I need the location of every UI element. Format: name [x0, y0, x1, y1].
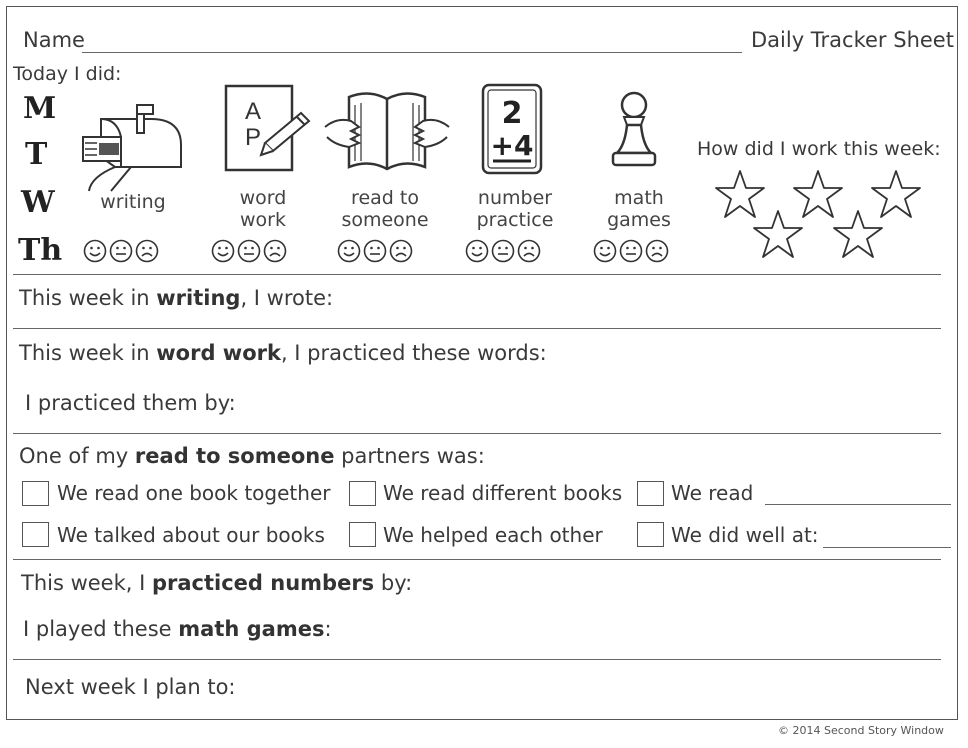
card-bottom-number: +4 [490, 129, 534, 162]
math-games-prompt [23, 617, 332, 641]
happy-face-icon[interactable] [337, 239, 361, 263]
practiced-by-prompt: I practiced them by: [25, 391, 236, 415]
read-section-divider [13, 559, 941, 560]
sad-face-icon[interactable] [263, 239, 287, 263]
day-wednesday: W [21, 185, 55, 220]
writing-prompt [19, 286, 333, 310]
math-prompt-suffix: : [324, 617, 332, 641]
word-work-prompt [19, 341, 547, 365]
copyright-notice: © 2014 Second Story Window [778, 724, 944, 737]
activity-label-read-to-someone: read to someone [341, 187, 429, 231]
game-pawn-icon [607, 89, 661, 173]
divider [13, 274, 941, 275]
checkbox-talked-about-books[interactable] [22, 522, 49, 547]
math-prompt-bold: math games [178, 617, 325, 641]
checkbox-we-read[interactable] [637, 481, 664, 506]
sad-face-icon[interactable] [389, 239, 413, 263]
read-prompt-prefix: One of my [19, 444, 135, 468]
sad-face-icon[interactable] [135, 239, 159, 263]
numbers-prompt-suffix: by: [374, 571, 413, 595]
name-line[interactable] [82, 52, 742, 53]
day-tuesday: T [25, 137, 48, 172]
activity-label-math-games: math games [607, 187, 671, 231]
checkbox-label: We helped each other [383, 523, 603, 547]
writing-prompt-suffix: , I wrote: [240, 286, 334, 310]
next-week-prompt: Next week I plan to: [25, 675, 236, 699]
tracker-sheet [6, 6, 958, 720]
writing-prompt-bold: writing [156, 286, 241, 310]
flash-card-icon [481, 83, 545, 179]
neutral-face-icon[interactable] [237, 239, 261, 263]
happy-face-icon[interactable] [211, 239, 235, 263]
card-letter-a: A [245, 98, 262, 125]
word-work-answer-line[interactable] [13, 433, 941, 434]
checkbox-read-different-books[interactable] [349, 481, 376, 506]
math-answer-line[interactable] [13, 659, 941, 660]
day-monday: M [23, 91, 57, 126]
happy-face-icon[interactable] [593, 239, 617, 263]
letters-card-icon [223, 83, 315, 175]
happy-face-icon[interactable] [83, 239, 107, 263]
star-icon[interactable] [753, 209, 803, 259]
activity-label-word-work: word work [239, 187, 287, 231]
checkbox-label: We read one book together [57, 481, 331, 505]
mailbox-icon [81, 97, 185, 193]
card-top-number: 2 [501, 96, 523, 131]
writing-answer-line[interactable] [13, 328, 941, 329]
today-label: Today I did: [13, 63, 122, 85]
numbers-prompt [21, 571, 412, 595]
word-work-prompt-prefix: This week in [19, 341, 157, 365]
neutral-face-icon[interactable] [109, 239, 133, 263]
neutral-face-icon[interactable] [619, 239, 643, 263]
page-title: Daily Tracker Sheet [751, 28, 954, 52]
word-work-prompt-suffix: , I practiced these words: [280, 341, 547, 365]
checkbox-label: We read different books [383, 481, 623, 505]
checkbox-label: We talked about our books [57, 523, 325, 547]
checkbox-read-one-book[interactable] [22, 481, 49, 506]
word-work-prompt-bold: word work [156, 341, 281, 365]
checkbox-helped-each-other[interactable] [349, 522, 376, 547]
read-prompt [19, 444, 485, 468]
checkbox-did-well-at[interactable] [637, 522, 664, 547]
sad-face-icon[interactable] [645, 239, 669, 263]
writing-prompt-prefix: This week in [19, 286, 157, 310]
numbers-prompt-bold: practiced numbers [151, 571, 375, 595]
card-letter-p: P [245, 124, 262, 151]
numbers-prompt-prefix: This week, I [21, 571, 152, 595]
checkbox-label: We did well at: [671, 523, 819, 547]
activity-label-number-practice: number practice [476, 187, 554, 231]
happy-face-icon[interactable] [465, 239, 489, 263]
day-thursday: Th [18, 233, 63, 268]
star-icon[interactable] [833, 209, 883, 259]
read-prompt-suffix: partners was: [334, 444, 485, 468]
did-well-at-blank[interactable] [823, 547, 951, 548]
name-label: Name [23, 28, 85, 52]
activity-label-writing: writing [100, 191, 166, 213]
read-prompt-bold: read to someone [134, 444, 335, 468]
math-prompt-prefix: I played these [23, 617, 179, 641]
open-book-icon [323, 87, 451, 177]
neutral-face-icon[interactable] [491, 239, 515, 263]
rating-prompt: How did I work this week: [697, 138, 941, 160]
checkbox-label: We read [671, 481, 754, 505]
neutral-face-icon[interactable] [363, 239, 387, 263]
we-read-blank[interactable] [765, 504, 951, 505]
sad-face-icon[interactable] [517, 239, 541, 263]
